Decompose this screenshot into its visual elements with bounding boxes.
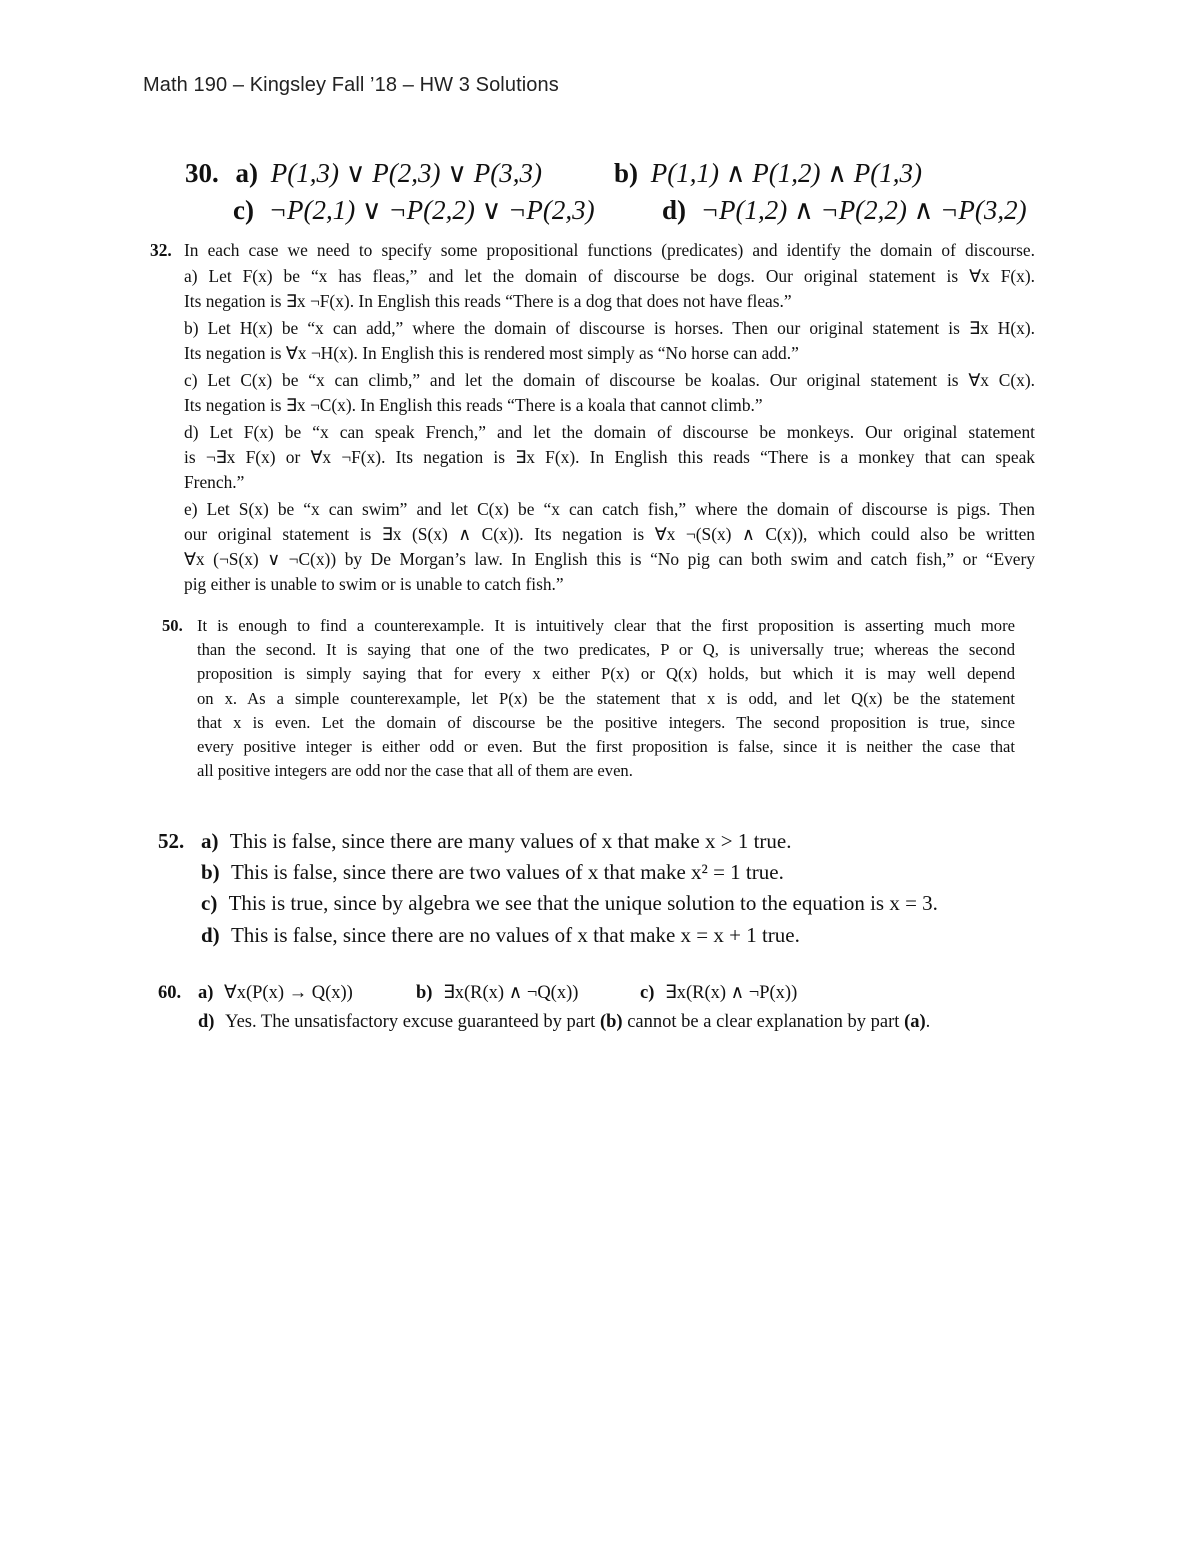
text-line: a) Let F(x) be “x has fleas,” and let the domain of discourse be dogs. Our original statement is ∀x F(x). xyxy=(184,266,1035,286)
answer-text: . xyxy=(925,1012,931,1032)
answer-text: This is false, since there are no values of x that make x = x + 1 true. xyxy=(230,923,800,947)
problem-number: 60. xyxy=(158,983,182,1003)
text-line: ∀x (¬S(x) ∨ ¬C(x)) by De Morgan’s law. In English this is “No pig can both swim and catch fish,” or “Every xyxy=(184,549,1035,569)
answer-text: Yes. The unsatisfactory excuse guaranteed by part xyxy=(225,1012,596,1032)
part-label: c) xyxy=(640,983,655,1003)
text-line: Its negation is ∀x ¬H(x). In English this is rendered most simply as “No horse can add.” xyxy=(184,343,799,363)
problem-number: 52. xyxy=(158,829,185,853)
answer-text: This is true, since by algebra we see that the unique solution to the equation is x = 3. xyxy=(228,891,938,915)
problem-number: 50. xyxy=(162,616,183,635)
problem-number: 32. xyxy=(150,240,172,260)
answer-text: ∃x(R(x) ∧ ¬P(x)) xyxy=(665,983,798,1003)
answer-text: This is false, since there are many values of x that make x > 1 true. xyxy=(229,829,792,853)
text-line: It is enough to find a counterexample. It is intuitively clear that the first proposition is asserting much more xyxy=(197,616,1015,635)
part-label: b) xyxy=(416,983,433,1003)
part-label: a) xyxy=(198,983,214,1003)
part-reference: (a) xyxy=(904,1012,926,1032)
part-reference: (b) xyxy=(599,1012,623,1032)
part-label: b) xyxy=(201,860,220,884)
text-line: d) Let F(x) be “x can speak French,” and let the domain of discourse be monkeys. Our original statement xyxy=(184,422,1035,442)
text-line: pig either is unable to swim or is unable to catch fish.” xyxy=(184,574,564,594)
page-header: Math 190 – Kingsley Fall ’18 – HW 3 Solutions xyxy=(143,74,559,96)
part-label: a) xyxy=(235,158,258,188)
part-label: a) xyxy=(201,829,219,853)
text-line: is ¬∃x F(x) or ∀x ¬F(x). Its negation is ∃x F(x). In English this reads “There is a monkey that can speak xyxy=(184,447,1035,467)
text-line: Its negation is ∃x ¬C(x). In English this reads “There is a koala that cannot climb.” xyxy=(184,395,763,415)
answer-text: P(1,1) ∧ P(1,2) ∧ P(1,3) xyxy=(650,158,922,188)
text-line: that x is even. Let the domain of discourse be the positive integers. The second proposition is true, since xyxy=(197,712,1015,732)
answer-text: ¬P(2,1) ∨ ¬P(2,2) ∨ ¬P(2,3) xyxy=(268,195,595,225)
answer-text: ¬P(1,2) ∧ ¬P(2,2) ∧ ¬P(3,2) xyxy=(700,195,1027,225)
text-line: on x. As a simple counterexample, let P(x) be the statement that x is odd, and let Q(x) be the statement xyxy=(197,688,1015,708)
problem-number: 30. xyxy=(185,158,219,188)
part-label: c) xyxy=(233,195,254,225)
answer-text: P(1,3) ∨ P(2,3) ∨ P(3,3) xyxy=(270,158,542,188)
answer-text: cannot be a clear explanation by part xyxy=(627,1012,900,1032)
text-line: proposition is simply saying that for every x either P(x) or Q(x) holds, but which it is may well depend xyxy=(197,664,1015,684)
text-line: than the second. It is saying that one of the two predicates, P or Q, is universally true; whereas the second xyxy=(197,640,1015,660)
part-label: d) xyxy=(662,195,687,225)
part-label: b) xyxy=(614,158,639,188)
text-line: French.” xyxy=(184,472,245,492)
text-line: In each case we need to specify some propositional functions (predicates) and identify the domain of discourse. xyxy=(184,240,1035,260)
text-line: Its negation is ∃x ¬F(x). In English this reads “There is a dog that does not have fleas.” xyxy=(184,291,792,311)
text-line: every positive integer is either odd or even. But the first proposition is false, since it is neither the case that xyxy=(197,737,1015,757)
part-label: d) xyxy=(201,923,220,947)
text-line: c) Let C(x) be “x can climb,” and let the domain of discourse be koalas. Our original statement is ∀x C(x). xyxy=(184,370,1035,390)
answer-text: ∃x(R(x) ∧ ¬Q(x)) xyxy=(443,983,579,1003)
answer-text: This is false, since there are two values of x that make x² = 1 true. xyxy=(230,860,784,884)
part-label: c) xyxy=(201,891,218,915)
text-line: all positive integers are odd nor the case that all of them are even. xyxy=(197,761,633,781)
part-label: d) xyxy=(198,1012,215,1032)
text-line: e) Let S(x) be “x can swim” and let C(x) be “x can catch fish,” where the domain of discourse is pigs. Then xyxy=(184,499,1035,519)
answer-text: ∀x(P(x) → Q(x)) xyxy=(224,983,353,1003)
text-line: b) Let H(x) be “x can add,” where the domain of discourse is horses. Then our original statement is ∃x H(x). xyxy=(184,318,1035,338)
text-line: our original statement is ∃x (S(x) ∧ C(x)). Its negation is ∀x ¬(S(x) ∧ C(x)), which could also be written xyxy=(184,524,1035,544)
